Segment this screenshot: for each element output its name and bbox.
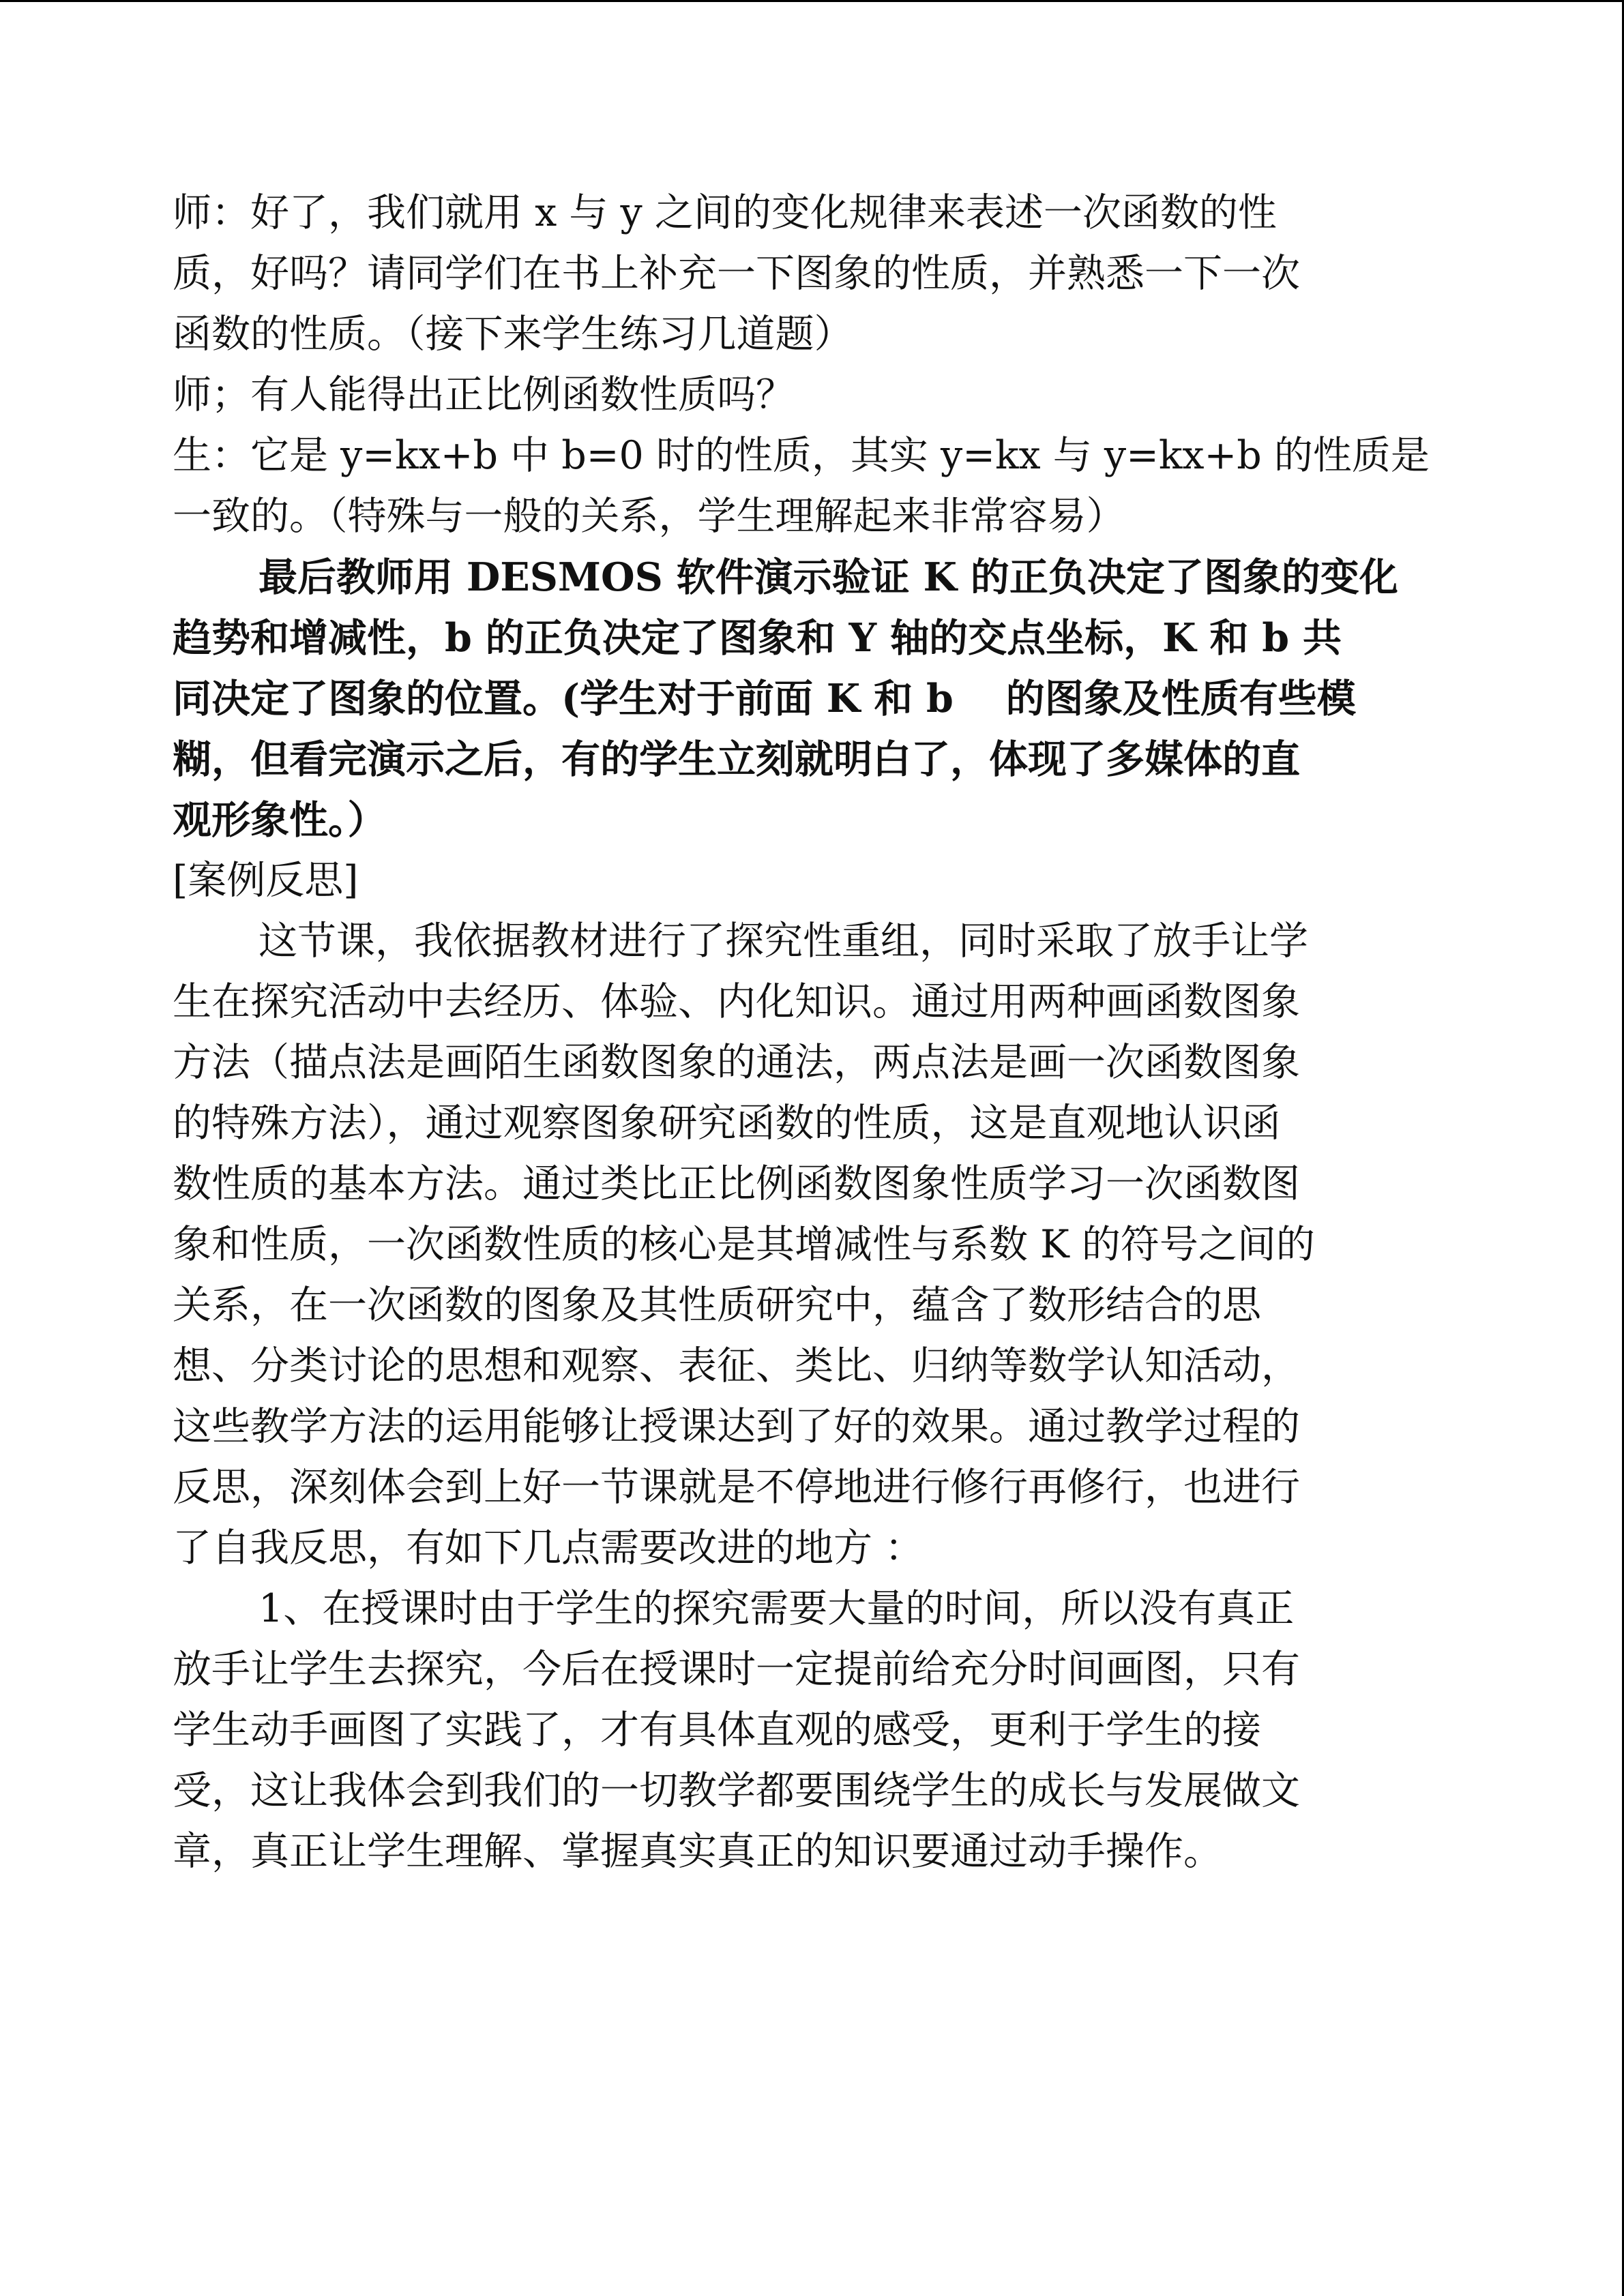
text-line: 这节课，我依据教材进行了探究性重组，同时采取了放手让学 [259,919,1308,964]
text-line: 学生动手画图了实践了，才有具体直观的感受，更利于学生的接 [173,1708,1261,1753]
text-line: 的特殊方法），通过观察图象研究函数的性质，这是直观地认识函 [173,1101,1281,1146]
document-body [173,183,1462,1882]
text-line: 数性质的基本方法。通过类比正比例函数图象性质学习一次函数图 [173,1161,1300,1206]
text-line: 想、分类讨论的思想和观察、表征、类比、归纳等数学认知活动， [173,1343,1300,1388]
text-line: 反思，深刻体会到上好一节课就是不停地进行修行再修行，也进行 [173,1465,1300,1510]
text-line: 生在探究活动中去经历、体验、内化知识。通过用两种画函数图象 [173,979,1300,1024]
text-line: 师：好了，我们就用 x 与 y 之间的变化规律来表述一次函数的性 [173,190,1277,235]
text-line: 生：它是 y=kx+b 中 b=0 时的性质，其实 y=kx 与 y=kx+b 的性质是 [173,433,1430,478]
text-line: 受，这让我体会到我们的一切教学都要围绕学生的成长与发展做文 [173,1768,1300,1813]
bold-paragraph-line: 趋势和增减性，b 的正负决定了图象和 Y 轴的交点坐标，K 和 b 共 [173,615,1342,661]
text-line: 1、在授课时由于学生的探究需要大量的时间，所以没有真正 [259,1586,1295,1631]
text-line: 师；有人能得出正比例函数性质吗？ [173,372,795,417]
text-line: 象和性质，一次函数性质的核心是其增减性与系数 K 的符号之间的 [173,1222,1315,1267]
text-line: 函数的性质。（接下来学生练习几道题） [173,312,853,357]
bold-paragraph-line: 同决定了图象的位置。(学生对于前面 K 和 b 的图象及性质有些模 [173,676,1356,721]
bold-paragraph-line: 最后教师用 DESMOS 软件演示验证 K 的正负决定了图象的变化 [259,554,1398,600]
bold-paragraph-line: 糊，但看完演示之后，有的学生立刻就明白了，体现了多媒体的直 [173,736,1300,782]
text-line: 一致的。（特殊与一般的关系，学生理解起来非常容易） [173,494,1125,539]
text-line: 章，真正让学生理解、掌握真实真正的知识要通过动手操作。 [173,1829,1222,1874]
bold-paragraph-line: 观形象性。） [173,797,387,843]
text-line: 了自我反思，有如下几点需要改进的地方 ： [173,1525,924,1570]
text-line: 方法（描点法是画陌生函数图象的通法，两点法是画一次函数图象 [173,1040,1300,1085]
text-line: 放手让学生去探究，今后在授课时一定提前给充分时间画图，只有 [173,1647,1300,1692]
text-line: 质，好吗？请同学们在书上补充一下图象的性质，并熟悉一下一次 [173,251,1300,296]
text-line: 这些教学方法的运用能够让授课达到了好的效果。通过教学过程的 [173,1404,1300,1449]
text-line: 关系，在一次函数的图象及其性质研究中，蕴含了数形结合的思 [173,1283,1261,1328]
section-heading: [案例反思] [173,858,359,903]
